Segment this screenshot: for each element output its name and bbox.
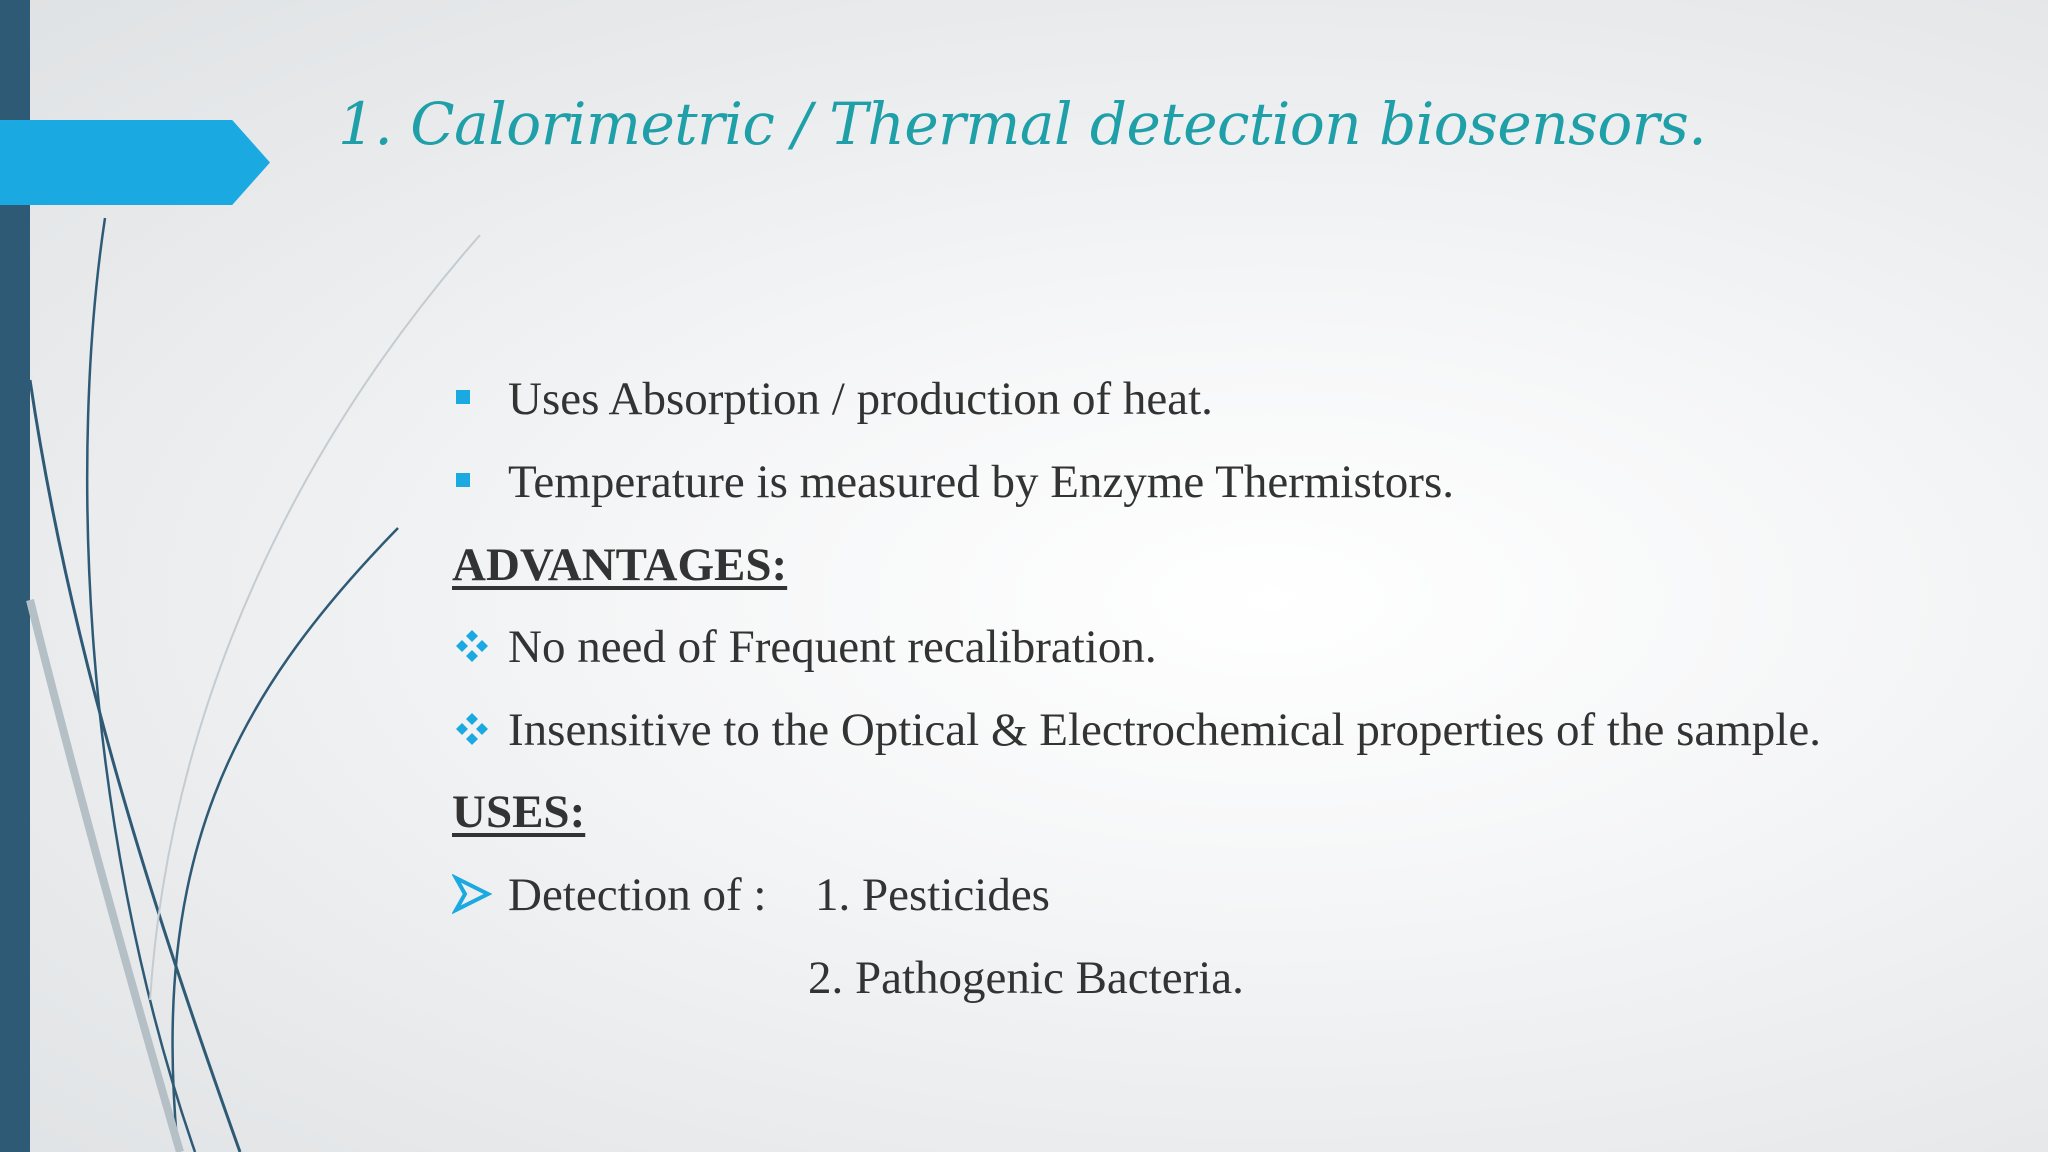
slide-title: 1. Calorimetric / Thermal detection biosensors. <box>338 90 1707 158</box>
bullet-text-2: Temperature is measured by Enzyme Thermistors. <box>508 456 1454 508</box>
arrowhead-bullet-icon <box>452 874 492 914</box>
advantages-heading: ADVANTAGES: <box>452 539 788 591</box>
title-arrow-tab <box>0 120 270 205</box>
bullet-text-1: Uses Absorption / production of heat. <box>508 373 1213 425</box>
uses-item-label: Detection of : <box>508 869 767 921</box>
uses-list-item-1: 1. Pesticides <box>815 869 1050 921</box>
advantage-text-1: No need of Frequent recalibration. <box>508 621 1157 673</box>
square-bullet-icon <box>456 473 470 487</box>
uses-list-item-2: 2. Pathogenic Bacteria. <box>808 952 1244 1004</box>
advantage-text-2: Insensitive to the Optical & Electrochemical properties of the sample. <box>508 704 1821 756</box>
diamond-cluster-bullet-icon <box>452 626 492 666</box>
diamond-cluster-bullet-icon <box>452 709 492 749</box>
uses-heading: USES: <box>452 786 586 838</box>
square-bullet-icon <box>456 390 470 404</box>
